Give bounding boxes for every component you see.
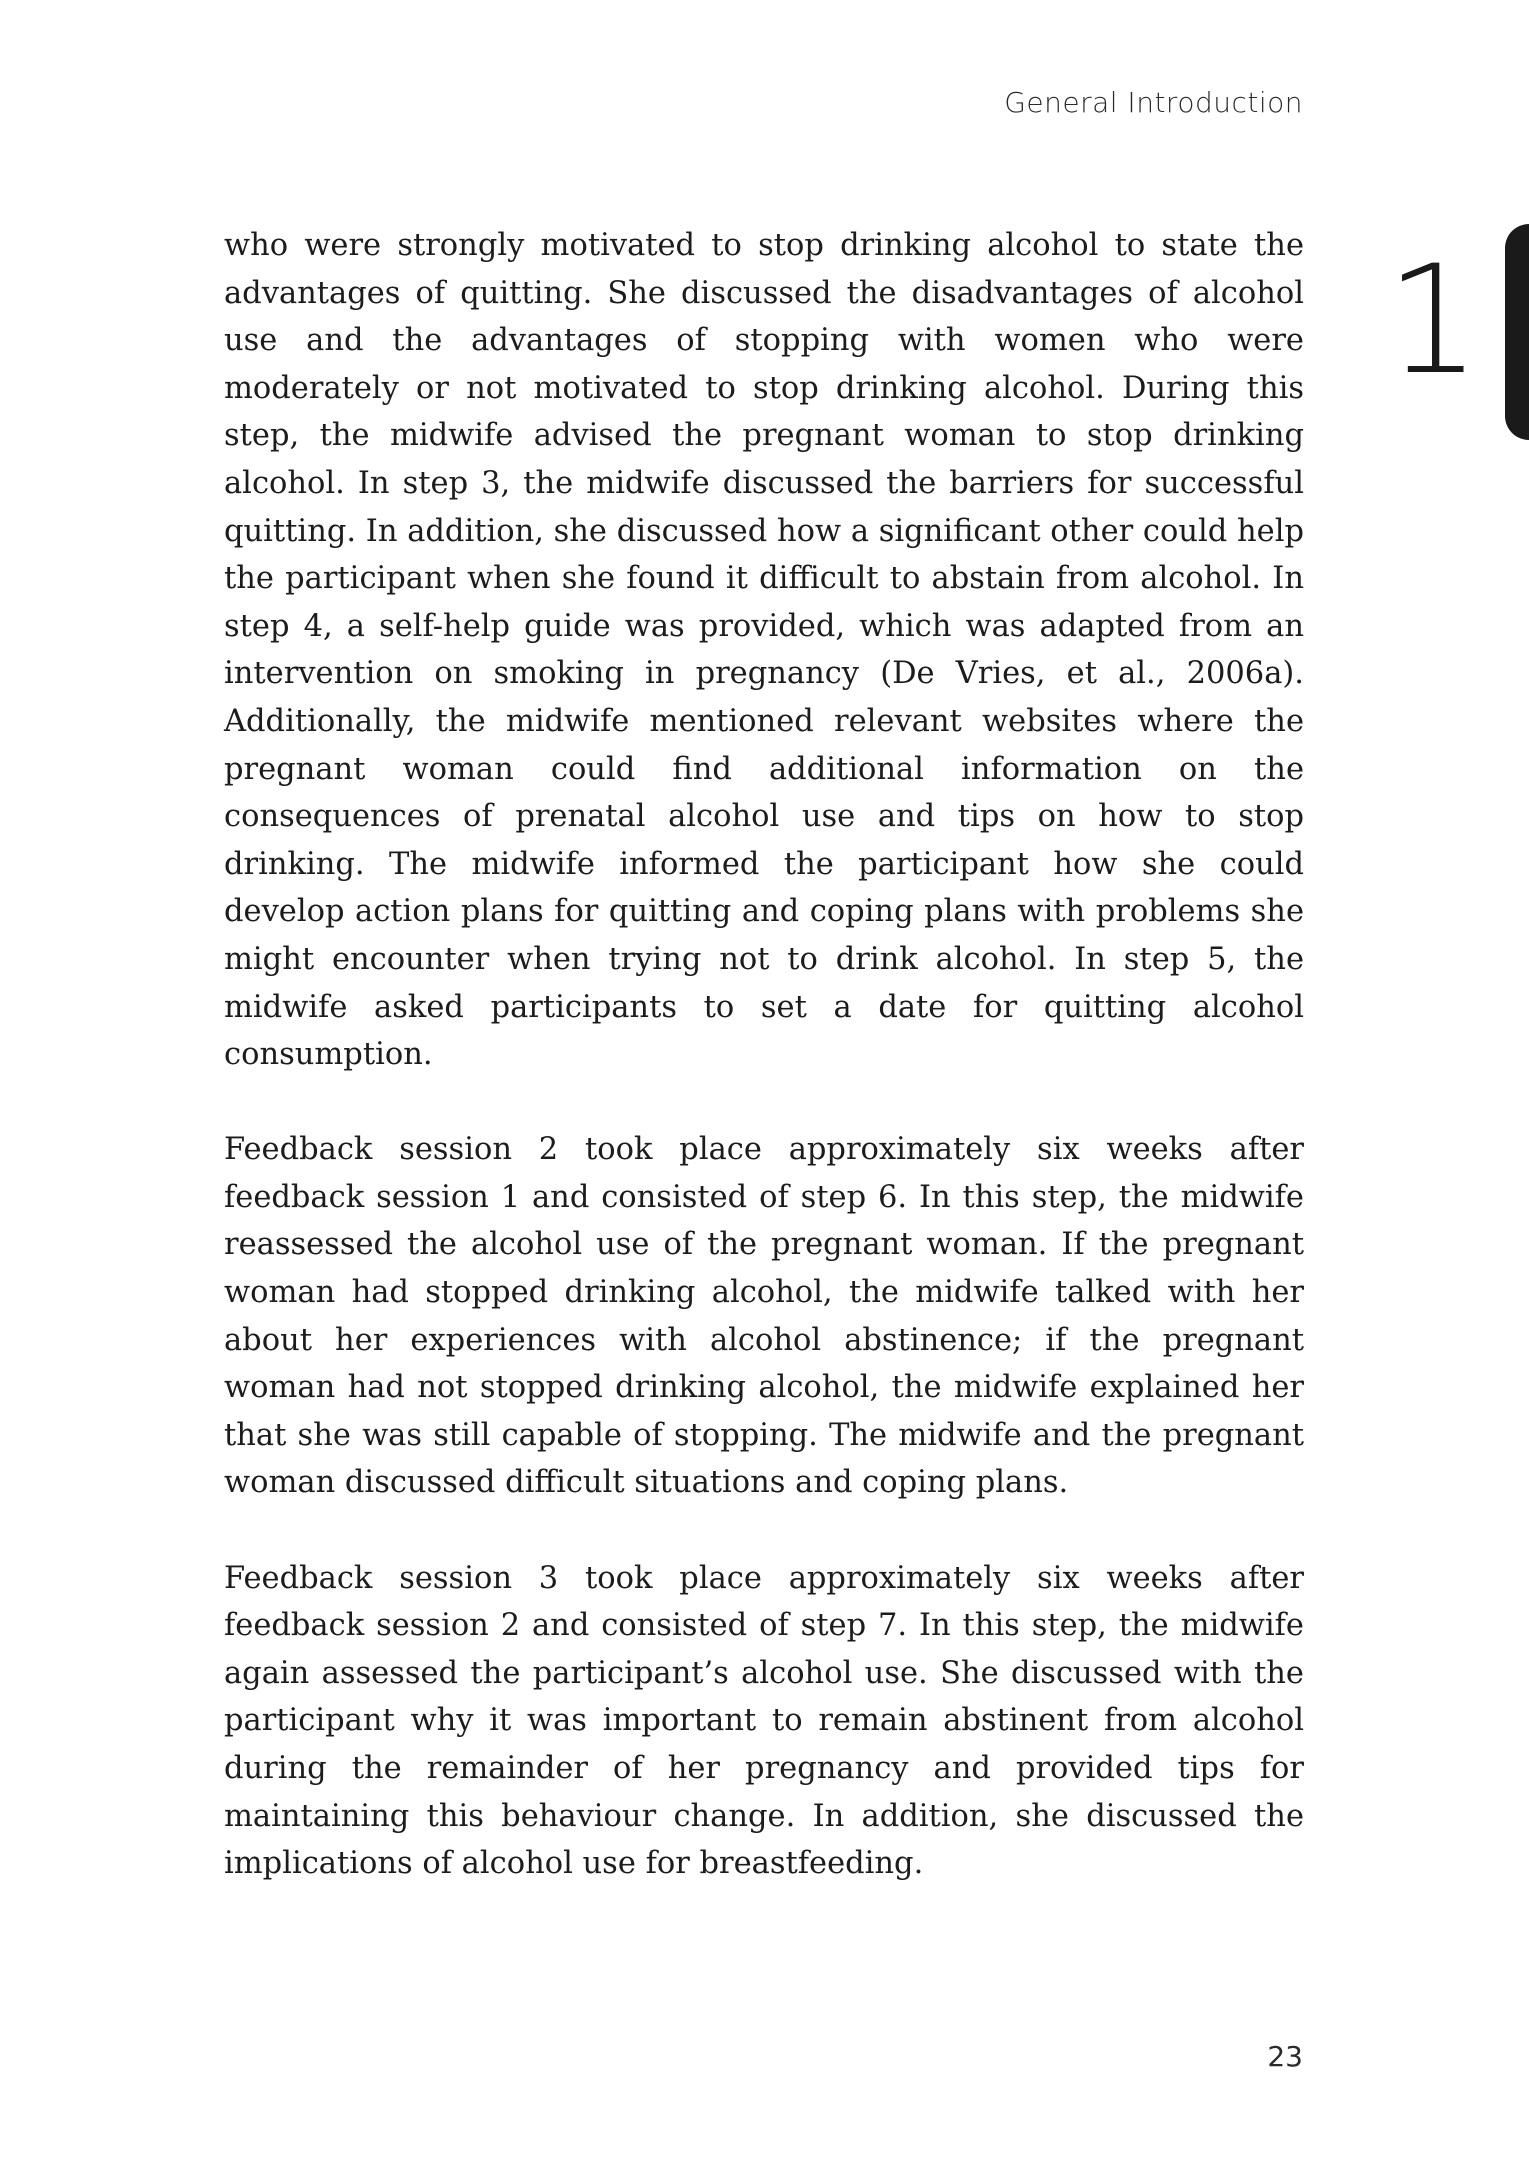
chapter-number: 1 <box>1385 234 1481 408</box>
running-header-title: General Introduction <box>1004 86 1303 119</box>
page-number: 23 <box>1267 2040 1303 2073</box>
paragraph-2: Feedback session 2 took place approximately six weeks after feedback session 1 and consisted of step 6. In this step, the midwife reassessed the alcohol use of the pregnant woman. If the pregnant woman had stopped drinking alcohol, the midwife talked with her about her experiences with alcohol abstinence; if the pregnant woman had not stopped drinking alcohol, the midwife explained her that she was still capable of stopping. The midwife and the pregnant woman discussed difficult situations and coping plans. <box>224 1132 1304 1501</box>
body-text <box>224 222 1304 1935</box>
paragraph-3: Feedback session 3 took place approximately six weeks after feedback session 2 and consisted of step 7. In this step, the midwife again assessed the participant’s alcohol use. She discussed with the participant why it was important to remain abstinent from alcohol during the remainder of her pregnancy and provided tips for maintaining this behaviour change. In addition, she discussed the implications of alcohol use for breastfeeding. <box>224 1560 1304 1882</box>
chapter-tab-marker <box>1505 224 1529 440</box>
paragraph-1: who were strongly motivated to stop drinking alcohol to state the advantages of quitting. She discussed the disadvantages of alcohol use and the advantages of stopping with women who were moderately or not motivated to stop drinking alcohol. During this step, the midwife advised the pregnant woman to stop drinking alcohol. In step 3, the midwife discussed the barriers for successful quitting. In addition, she discussed how a significant other could help the participant when she found it difficult to abstain from alcohol. In step 4, a self-help guide was provided, which was adapted from an intervention on smoking in pregnancy (De Vries, et al., 2006a). Additionally, the midwife mentioned relevant websites where the pregnant woman could find additional information on the consequences of prenatal alcohol use and tips on how to stop drinking. The midwife informed the participant how she could develop action plans for quitting and coping plans with problems she might encounter when trying not to drink alcohol. In step 5, the midwife asked participants to set a date for quitting alcohol consumption. <box>224 228 1304 1073</box>
